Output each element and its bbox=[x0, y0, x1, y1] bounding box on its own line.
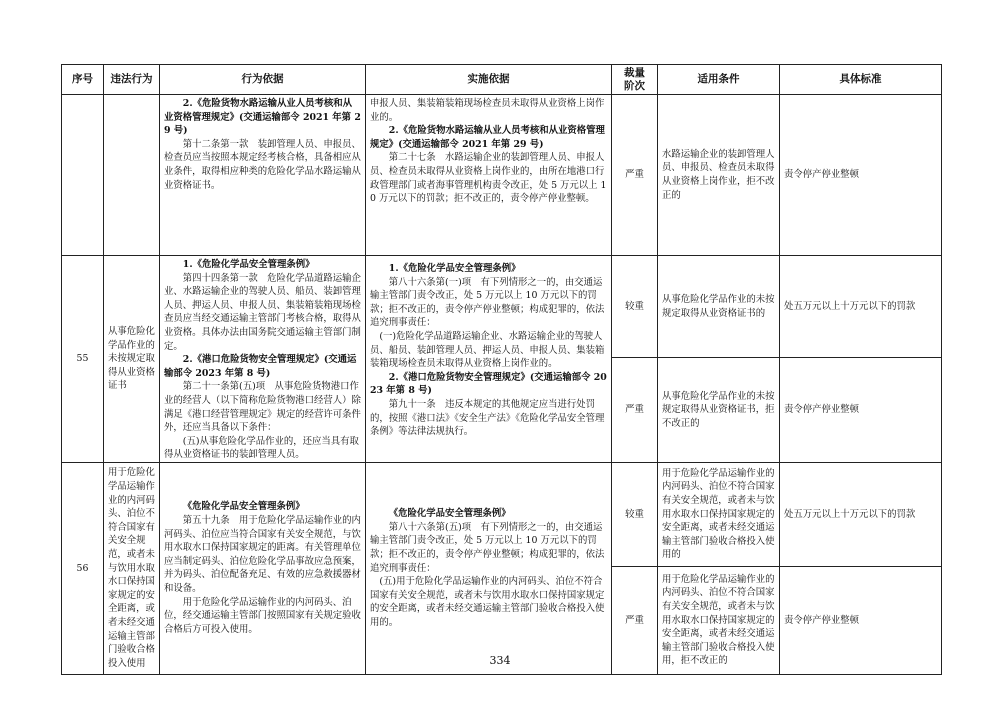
condition-text: 用于危险化学品运输作业的内河码头、泊位不符合国家有关安全规范，或者未与饮用水取水口保持国家规定的安全距离，或者未经交通运输主管部门验收合格投入使用的 bbox=[662, 467, 775, 561]
level-label: 严重 bbox=[625, 614, 644, 626]
basis-cell bbox=[160, 95, 366, 256]
condition-text: 从事危险化学品作业的未按规定取得从业资格证书，拒不改正的 bbox=[662, 390, 775, 429]
header-implementation: 实施依据 bbox=[366, 65, 612, 95]
table-row bbox=[62, 95, 942, 256]
impl-text: (一)危险化学品道路运输企业、水路运输企业的驾驶人员、船员、装卸管理人员、押运人员、申报人员、集装箱装箱现场检查员未取得从业资格上岗作业的。 bbox=[370, 330, 605, 370]
level-label: 严重 bbox=[625, 169, 644, 181]
basis-title: 2.《港口危险货物安全管理规定》(交通运输部令 2023 年第 8 号) bbox=[164, 354, 357, 379]
row-violation-cell bbox=[104, 95, 160, 256]
header-standard: 具体标准 bbox=[780, 65, 942, 95]
table-header-row bbox=[62, 65, 942, 95]
table-row bbox=[62, 462, 942, 566]
violation-text: 用于危险化学品运输作业的内河码头、泊位不符合国家有关安全规范，或者未与饮用水取水口保持国家规定的安全距离，或者未经交通运输主管部门验收合格投入使用 bbox=[108, 467, 155, 669]
implementation-cell bbox=[366, 95, 612, 256]
header-basis: 行为依据 bbox=[160, 65, 366, 95]
impl-text: 第九十一条 违反本规定的其他规定应当进行处罚的，按照《港口法》《安全生产法》《危险化学品安全管理条例》等法律法规执行。 bbox=[370, 398, 605, 438]
level-label: 较重 bbox=[625, 508, 644, 520]
impl-title: 1.《危险化学品安全管理条例》 bbox=[388, 263, 521, 274]
row-number: 56 bbox=[76, 562, 89, 574]
impl-title: 《危险化学品安全管理条例》 bbox=[388, 508, 511, 520]
impl-text: 申报人员、集装箱装箱现场检查员未取得从业资格上岗作业的。 bbox=[370, 98, 605, 123]
impl-text: (五)用于危险化学品运输作业的内河码头、泊位不符合国家有关安全规范，或者未与饮用水取水口保持国家规定的安全距离，或者未经交通运输主管部门验收合格投入使用的。 bbox=[370, 576, 605, 628]
basis-text: 第十二条第一款 装卸管理人员、申报员、检查员应当按照本规定经考核合格，具备相应从业条件，取得相应种类的危险化学品水路运输从业资格证书。 bbox=[164, 138, 361, 191]
header-violation: 违法行为 bbox=[104, 65, 160, 95]
implementation-cell bbox=[366, 256, 612, 463]
basis-text: 用于危险化学品运输作业的内河码头、泊位，经交通运输主管部门按照国家有关规定验收合格后方可投入使用。 bbox=[164, 596, 361, 635]
standard-text: 处五万元以上十万元以下的罚款 bbox=[784, 508, 916, 520]
row-number: 55 bbox=[76, 353, 89, 365]
impl-title: 2.《港口危险货物安全管理规定》(交通运输部令 2023 年第 8 号) bbox=[370, 371, 607, 397]
table-row bbox=[62, 256, 942, 358]
impl-text: 第二十七条 水路运输企业的装卸管理人员、申报人员、检查员未取得从业资格上岗作业的，由所在地港口行政管理部门或者海事管理机构责令改正，处 5 万元以上 10 万元以下的罚款；拒不改正的，责令停产停业整顿。 bbox=[370, 152, 607, 205]
condition-text: 水路运输企业的装卸管理人员、申报员、检查员未取得从业资格上岗作业，拒不改正的 bbox=[662, 148, 775, 201]
level-label: 严重 bbox=[625, 404, 644, 416]
impl-text: 第八十六条第(五)项 有下列情形之一的，由交通运输主管部门责令改正，处 5 万元以上 10 万元以下的罚款；拒不改正的，责令停产停业整顿；构成犯罪的，依法追究刑事责任： bbox=[370, 521, 605, 574]
standard-text: 责令停产停业整顿 bbox=[784, 404, 860, 416]
standard-text: 处五万元以上十万元以下的罚款 bbox=[784, 300, 916, 312]
basis-cell bbox=[160, 256, 366, 463]
basis-cell bbox=[160, 462, 366, 674]
basis-text: 第五十九条 用于危险化学品运输作业的内河码头、泊位应当符合国家有关安全规范，与饮用水取水口保持国家规定的距离。有关管理单位应当制定码头、泊位危险化学品事故应急预案，并为码头、泊位配备充足、有效的应急救援器材和设备。 bbox=[164, 515, 361, 594]
header-no: 序号 bbox=[62, 65, 104, 95]
basis-title: 2.《危险货物水路运输从业人员考核和从业资格管理规定》(交通运输部令 2021 年第 29 号) bbox=[164, 98, 361, 137]
row-no-cell bbox=[62, 95, 104, 256]
penalty-standards-table bbox=[61, 64, 942, 675]
condition-text: 用于危险化学品运输作业的内河码头、泊位不符合国家有关安全规范，或者未与饮用水取水口保持国家规定的安全距离，或者未经交通运输主管部门验收合格投入使用，拒不改正的 bbox=[662, 573, 775, 667]
basis-title: 《危险化学品安全管理条例》 bbox=[182, 501, 305, 513]
impl-text: 第八十六条第(一)项 有下列情形之一的，由交通运输主管部门责令改正，处 5 万元以上 10 万元以下的罚款；拒不改正的，责令停产停业整顿；构成犯罪的，依法追究刑事责任： bbox=[370, 276, 605, 329]
condition-text: 从事危险化学品作业的未按规定取得从业资格证书的 bbox=[662, 294, 775, 319]
level-label: 较重 bbox=[625, 300, 644, 312]
impl-title: 2.《危险货物水路运输从业人员考核和从业资格管理规定》(交通运输部令 2021 年第 29 号) bbox=[370, 125, 605, 150]
page-number: 334 bbox=[489, 654, 511, 667]
standard-text: 责令停产停业整顿 bbox=[784, 614, 860, 626]
standard-text: 责令停产停业整顿 bbox=[784, 169, 860, 181]
basis-title: 1.《危险化学品安全管理条例》 bbox=[182, 259, 315, 270]
basis-text: 第四十四条第一款 危险化学品道路运输企业、水路运输企业的驾驶人员、船员、装卸管理人员、押运人员、申报人员、集装箱装箱现场检查员应当经交通运输主管部门考核合格，取得从业资格。具体办法由国务院交通运输主管部门制定。 bbox=[164, 272, 361, 352]
violation-text: 从事危险化学品作业的未按规定取得从业资格证书 bbox=[108, 325, 155, 392]
header-condition: 适用条件 bbox=[658, 65, 780, 95]
header-level: 裁量 阶次 bbox=[612, 65, 658, 95]
basis-text: (五)从事危险化学品作业的，还应当具有取得从业资格证书的装卸管理人员。 bbox=[164, 435, 359, 461]
implementation-cell bbox=[366, 462, 612, 674]
basis-text: 第二十一条第(五)项 从事危险货物港口作业的经营人（以下简称危险货物港口经营人）除满足《港口经营管理规定》规定的经营许可条件外，还应当具备以下条件： bbox=[164, 381, 361, 434]
